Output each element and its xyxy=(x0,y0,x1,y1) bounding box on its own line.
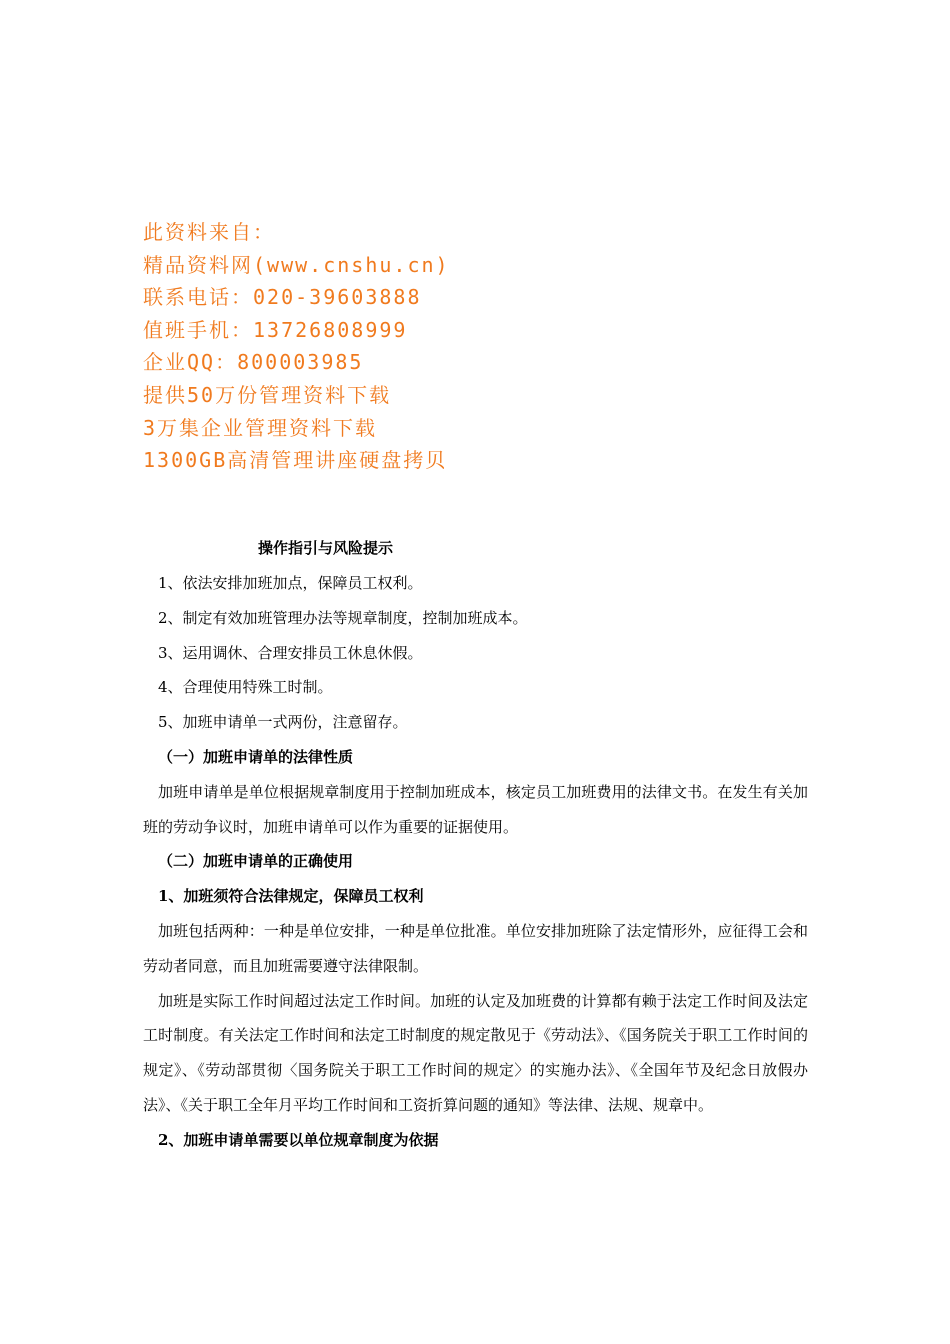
document-body xyxy=(143,534,808,1158)
section-heading: （一）加班申请单的法律性质 xyxy=(158,747,354,766)
paragraph: 加班包括两种：一种是单位安排，一种是单位批准。单位安排加班除了法定情形外，应征得工会和劳动者同意，而且加班需要遵守法律限制。 xyxy=(143,921,808,975)
promo-source-line: 此资料来自： xyxy=(143,220,275,244)
subsection-heading: 2、加班申请单需要以单位规章制度为依据 xyxy=(158,1130,439,1149)
list-item: 1、依法安排加班加点，保障员工权利。 xyxy=(158,574,423,592)
subsection-heading: 1、加班须符合法律规定，保障员工权利 xyxy=(158,887,424,906)
section-heading: （二）加班申请单的正确使用 xyxy=(158,852,354,871)
list-item: 3、运用调休、合理安排员工休息休假。 xyxy=(158,643,423,662)
paragraph: 加班是实际工作时间超过法定工作时间。加班的认定及加班费的计算都有赖于法定工作时间及法定工时制度。有关法定工作时间和法定工时制度的规定散见于《劳动法》、《国务院关于职工工作时间的规定》、《劳动部贯彻〈国务院关于职工工作时间的规定〉的实施办法》、《全国年节及纪念日放假办法》、《关于职工全年月平均工作时间和工资折算问题的通知》等法律、法规、规章中。 xyxy=(143,991,808,1114)
promo-offer-line-3: 1300GB高清管理讲座硬盘拷贝 xyxy=(143,448,448,473)
promo-block xyxy=(143,216,743,477)
promo-offer-line-2: 3万集企业管理资料下载 xyxy=(143,415,378,440)
promo-qq-line: 企业QQ：800003985 xyxy=(143,350,364,375)
list-item: 4、合理使用特殊工时制。 xyxy=(158,678,333,697)
promo-phone-line: 联系电话：020-39603888 xyxy=(143,285,422,310)
paragraph: 加班申请单是单位根据规章制度用于控制加班成本，核定员工加班费用的法律文书。在发生有关加班的劳动争议时，加班申请单可以作为重要的证据使用。 xyxy=(143,782,808,836)
promo-mobile-line: 值班手机：13726808999 xyxy=(143,317,408,342)
promo-offer-line-1: 提供50万份管理资料下载 xyxy=(143,382,392,407)
list-item: 5、加班申请单一式两份，注意留存。 xyxy=(158,713,408,732)
document-title: 操作指引与风险提示 xyxy=(258,539,394,557)
list-item: 2、制定有效加班管理办法等规章制度，控制加班成本。 xyxy=(158,608,528,627)
promo-website-line[interactable]: 精品资料网(www.cnshu.cn) xyxy=(143,252,450,277)
